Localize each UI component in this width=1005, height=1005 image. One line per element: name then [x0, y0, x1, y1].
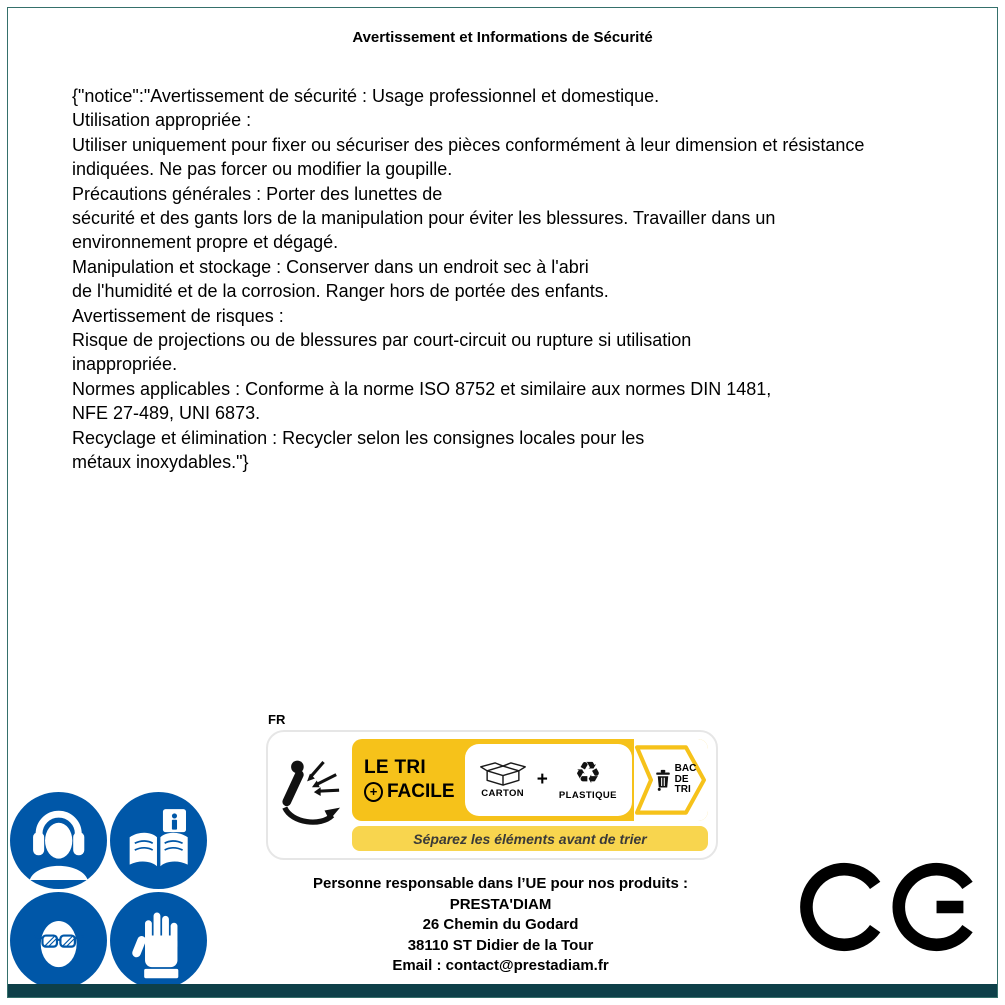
read-manual-icon	[110, 792, 207, 889]
notice-line: Risque de projections ou de blessures par court-circuit ou rupture si utilisation	[72, 330, 692, 351]
company-name: PRESTA'DIAM	[449, 895, 552, 913]
notice-line: métaux inoxydables."}	[72, 452, 249, 473]
notice-line: Normes applicables : Conforme à la norme ISO 8752 et similaire aux normes DIN 1481,	[72, 378, 772, 399]
carton-material	[480, 761, 526, 799]
page-frame	[7, 7, 998, 998]
notice-line: Manipulation et stockage : Conserver dans un endroit sec à l'abri	[72, 256, 589, 277]
plastique-label: PLASTIQUE	[558, 790, 617, 801]
trash-bin-icon	[654, 766, 672, 794]
infotri-label	[266, 730, 718, 860]
bottom-bar	[8, 984, 997, 997]
protective-gloves-icon	[110, 892, 207, 989]
notice-line: environnement propre et dégagé.	[72, 232, 339, 253]
materials-capsule	[465, 744, 632, 816]
notice-line: Utiliser uniquement pour fixer ou sécuriser des pièces conformément à leur dimension et résistance	[72, 134, 865, 155]
le-tri-text: LE TRI	[364, 757, 426, 778]
plus-separator: +	[536, 769, 548, 790]
responsible-block	[248, 874, 753, 977]
notice-line: Utilisation appropriée :	[72, 110, 252, 131]
responsible-line: Personne responsable dans l’UE pour nos produits :	[312, 875, 689, 892]
notice-line: sécurité et des gants lors de la manipulation pour éviter les blessures. Travailler dans un	[72, 208, 776, 229]
notice-line: inappropriée.	[72, 354, 178, 375]
address-line: 26 Chemin du Godard	[422, 916, 579, 933]
notice-line: NFE 27-489, UNI 6873.	[72, 403, 261, 424]
ear-protection-icon	[10, 792, 107, 889]
triman-icon	[268, 732, 352, 858]
infotri-tagline: Séparez les éléments avant de trier	[352, 826, 708, 851]
notice-line: {"notice":"Avertissement de sécurité : Usage professionnel et domestique.	[72, 86, 660, 106]
notice-line: Recyclage et élimination : Recycler selon les consignes locales pour les	[72, 427, 645, 448]
notice-line: de l'humidité et de la corrosion. Ranger hors de portée des enfants.	[72, 281, 609, 302]
plastique-material	[559, 759, 617, 801]
bac-line: BAC	[674, 762, 697, 774]
email-line: Email : contact@prestadiam.fr	[392, 957, 609, 974]
notice-line: indiquées. Ne pas forcer ou modifier la goupille.	[72, 159, 453, 180]
notice-line: Avertissement de risques :	[72, 305, 284, 326]
plus-circle-icon: +	[364, 782, 383, 802]
notice-text	[72, 84, 987, 475]
bac-de-tri	[634, 739, 708, 821]
bac-line: DE	[674, 773, 689, 785]
page-title: Avertissement et Informations de Sécurité	[352, 29, 653, 46]
carton-box-icon	[480, 761, 526, 787]
address-line: 38110 ST Didier de la Tour	[407, 936, 594, 954]
eye-protection-icon	[10, 892, 107, 989]
notice-line: Précautions générales : Porter des lunettes de	[72, 183, 443, 204]
carton-label: CARTON	[481, 788, 525, 799]
triman-country-code: FR	[268, 712, 286, 727]
recycle-icon: ♻	[574, 757, 602, 790]
safety-pictograms	[10, 792, 207, 989]
bac-line: TRI	[674, 784, 691, 796]
facile-text: FACILE	[387, 781, 455, 802]
ce-marking-icon	[798, 853, 976, 961]
infotri-band	[352, 739, 708, 821]
